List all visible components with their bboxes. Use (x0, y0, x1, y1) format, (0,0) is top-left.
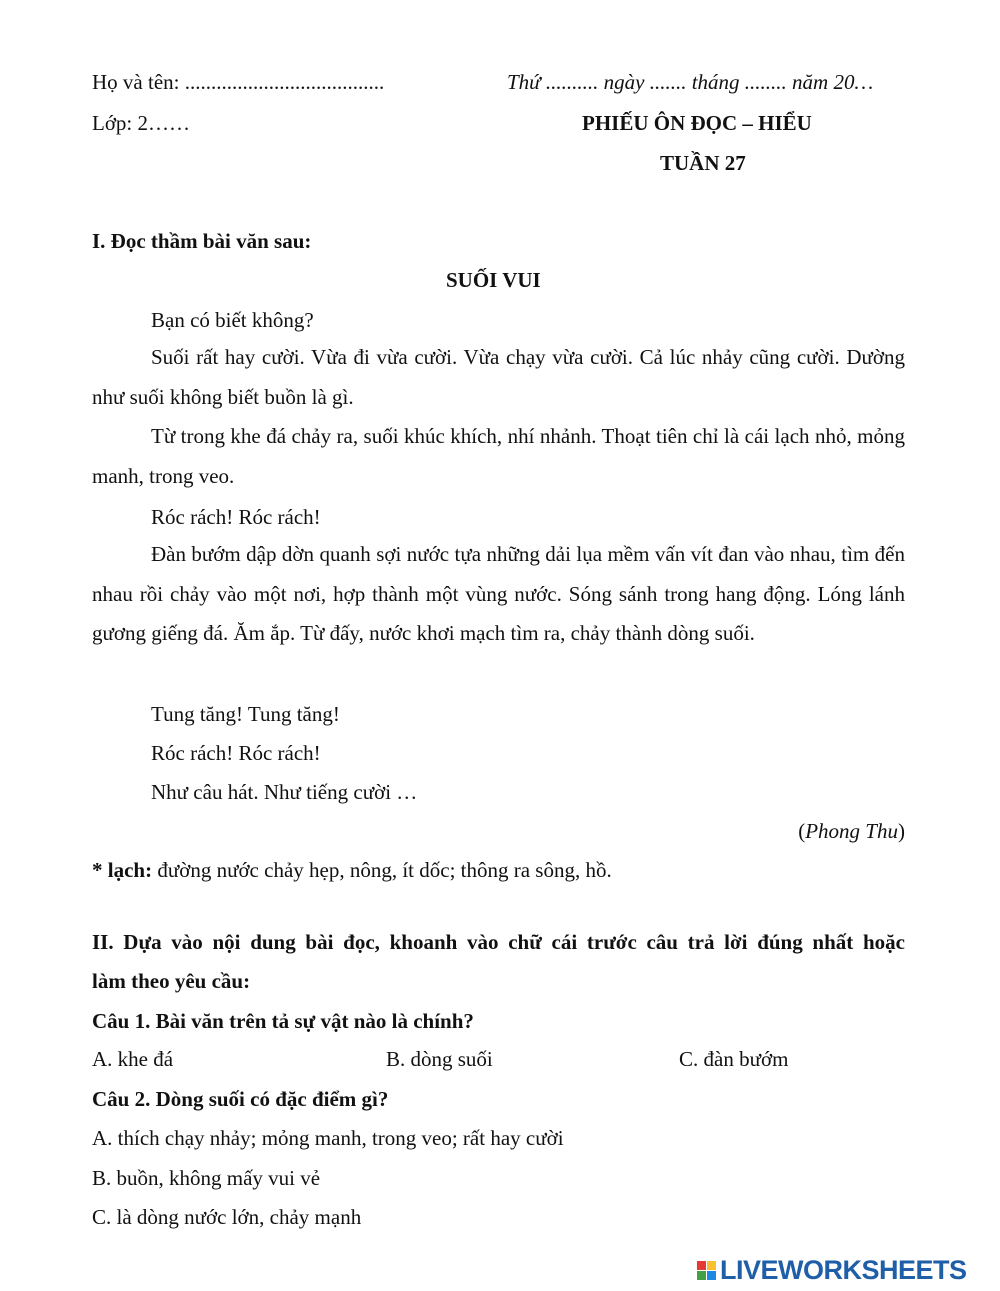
liveworksheets-logo (697, 1256, 967, 1284)
author-credit: (Phong Thu) (798, 819, 905, 843)
week-label: TUẦN 27 (660, 151, 746, 175)
vocab-note-term: * lạch: (92, 858, 153, 882)
q1-option-b[interactable]: B. dòng suối (386, 1047, 493, 1071)
q1-option-a[interactable]: A. khe đá (92, 1047, 174, 1071)
sheet-title: PHIẾU ÔN ĐỌC – HIỂU (582, 111, 812, 135)
section1-heading: I. Đọc thầm bài văn sau: (92, 229, 312, 253)
date-line: Thứ .......... ngày ....... tháng ........ năm 20… (507, 70, 874, 94)
story-paragraph: Róc rách! Róc rách! (151, 741, 321, 765)
question-2: Câu 2. Dòng suối có đặc điểm gì? (92, 1087, 389, 1111)
question-1: Câu 1. Bài văn trên tả sự vật nào là chính? (92, 1009, 474, 1033)
q2-option-a[interactable]: A. thích chạy nhảy; mỏng manh, trong veo; rất hay cười (92, 1126, 564, 1150)
section2-heading-line1: II. Dựa vào nội dung bài đọc, khoanh vào chữ cái trước câu trả lời đúng nhất hoặc (92, 930, 905, 954)
vocab-note-text: đường nước chảy hẹp, nông, ít dốc; thông ra sông, hồ. (152, 858, 612, 882)
story-paragraph: Đàn bướm dập dờn quanh sợi nước tựa những dải lụa mềm vấn vít đan vào nhau, tìm đến nhau rồi chảy vào một nơi, hợp thành một vùng nước. Sóng sánh trong hang động. Lóng lánh gương giếng đá. Ăm ắp. Từ đấy, nước khơi mạch tìm ra, chảy thành dòng suối. (92, 542, 905, 645)
story-title: SUỐI VUI (446, 268, 541, 292)
story-paragraph: Bạn có biết không? (151, 308, 314, 332)
section2-heading-line2: làm theo yêu cầu: (92, 969, 251, 993)
story-paragraph: Như câu hát. Như tiếng cười … (151, 780, 418, 804)
name-field-line: Họ và tên: ...................................... (92, 70, 385, 94)
logo-text: LIVEWORKSHEETS (720, 1254, 967, 1285)
story-paragraph: Tung tăng! Tung tăng! (151, 702, 340, 726)
vocab-note (92, 858, 612, 883)
story-paragraph: Từ trong khe đá chảy ra, suối khúc khích, nhí nhảnh. Thoạt tiên chỉ là cái lạch nhỏ, mỏng manh, trong veo. (92, 424, 905, 488)
logo-blocks-icon (697, 1261, 716, 1280)
author-name: Phong Thu (805, 819, 898, 843)
q1-option-c[interactable]: C. đàn bướm (679, 1047, 789, 1071)
q2-option-c[interactable]: C. là dòng nước lớn, chảy mạnh (92, 1205, 362, 1229)
story-paragraph: Róc rách! Róc rách! (151, 505, 321, 529)
class-field-line: Lớp: 2…… (92, 111, 191, 135)
story-paragraph: Suối rất hay cười. Vừa đi vừa cười. Vừa chạy vừa cười. Cả lúc nhảy cũng cười. Dường như suối không biết buồn là gì. (92, 345, 905, 409)
q2-option-b[interactable]: B. buồn, không mấy vui vẻ (92, 1166, 321, 1190)
